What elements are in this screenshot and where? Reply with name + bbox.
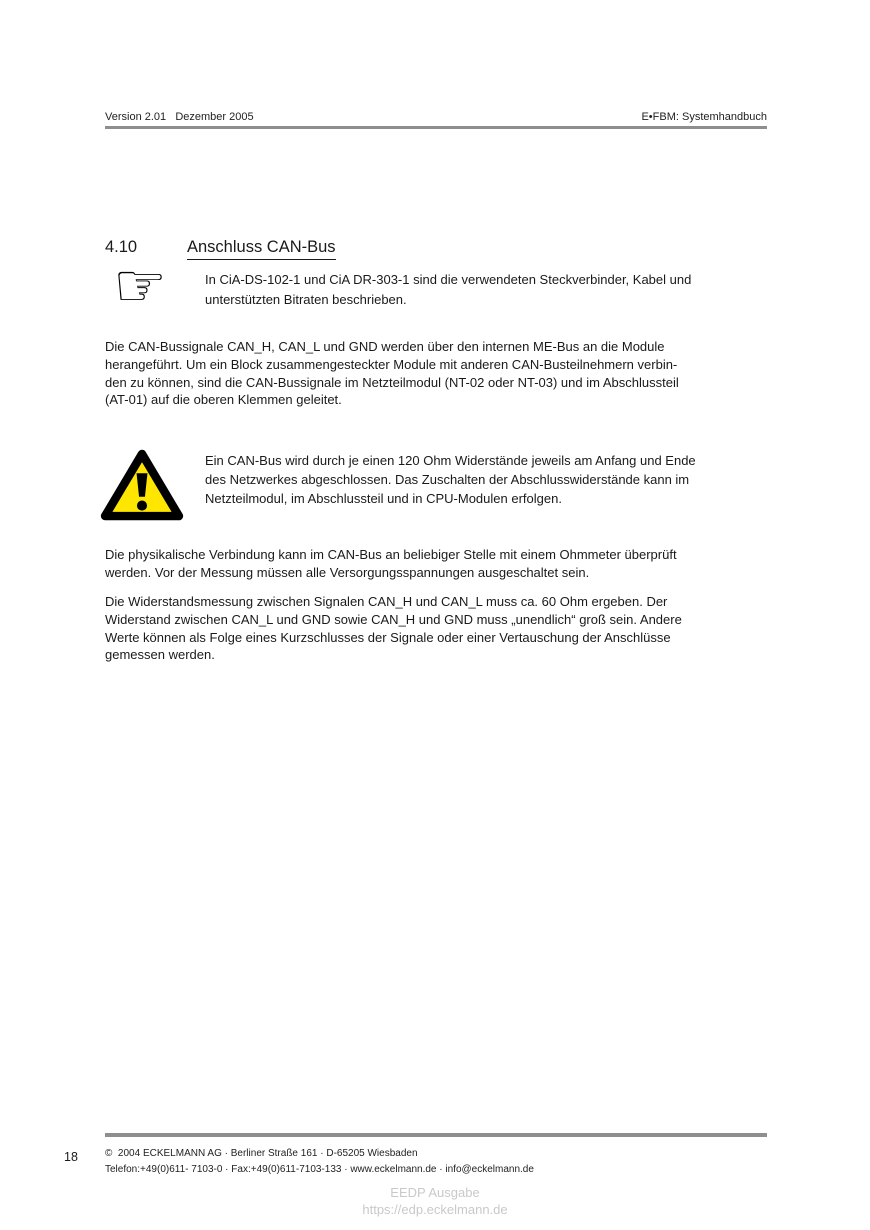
footer-contact-line: Telefon:+49(0)611- 7103-0 · Fax:+49(0)611-7103-133 · www.eckelmann.de · info@eckelmann.de [105,1163,534,1175]
footer-copyright-line: © 2004 ECKELMANN AG · Berliner Straße 161 · D-65205 Wiesbaden [105,1148,418,1159]
pointing-hand-icon: ☞ [113,252,167,319]
header-rule [105,126,767,129]
header-doc-title: E•FBM: Systemhandbuch [641,111,767,123]
paragraph-can-bussignale: Die CAN-Bussignale CAN_H, CAN_L und GND werden über den internen ME-Bus an die Module herangeführt. Um ein Block zusammengesteckter Module mit anderen CAN-Busteilnehmern verbin- den zu können, sind die CAN-Bussignale im Netzteilmodul (NT-02 oder NT-03) und im Abschlussteil (AT-01) auf die oberen Klemmen geleitet. [105,339,679,408]
watermark [0,1184,870,1218]
watermark-title: EEDP Ausgabe [390,1185,480,1200]
footer-address-block [105,1146,534,1177]
note-text: In CiA-DS-102-1 und CiA DR-303-1 sind die verwendeten Steckverbinder, Kabel und unterstützten Bitraten beschrieben. [205,272,692,307]
warning-triangle-icon [100,448,184,522]
paragraph-widerstandsmessung: Die Widerstandsmessung zwischen Signalen CAN_H und CAN_L muss ca. 60 Ohm ergeben. Der Widerstand zwischen CAN_L und GND sowie CAN_H und GND muss „unendlich“ groß sein. Andere Werte können als Folge eines Kurzschlusses der Signale oder einer Vertauschung der Anschlüsse gemessen werden. [105,594,682,663]
footer-rule [105,1133,767,1137]
paragraph-physikalische-verbindung: Die physikalische Verbindung kann im CAN-Bus an beliebiger Stelle mit einem Ohmmeter überprüft werden. Vor der Messung müssen alle Versorgungsspannungen ausgeschaltet sein. [105,547,677,580]
section-number: 4.10 [105,238,138,256]
watermark-url: https://edp.eckelmann.de [362,1202,508,1217]
warning-text: Ein CAN-Bus wird durch je einen 120 Ohm Widerstände jeweils am Anfang und Ende des Netzwerkes abgeschlossen. Das Zuschalten der Abschlusswiderstände kann im Netzteilmodul, im Abschlussteil und in CPU-Modulen erfolgen. [205,453,696,506]
section-title: Anschluss CAN-Bus [187,238,336,260]
header-version-date: Version 2.01 Dezember 2005 [105,111,254,123]
page-number: 18 [64,1150,78,1164]
